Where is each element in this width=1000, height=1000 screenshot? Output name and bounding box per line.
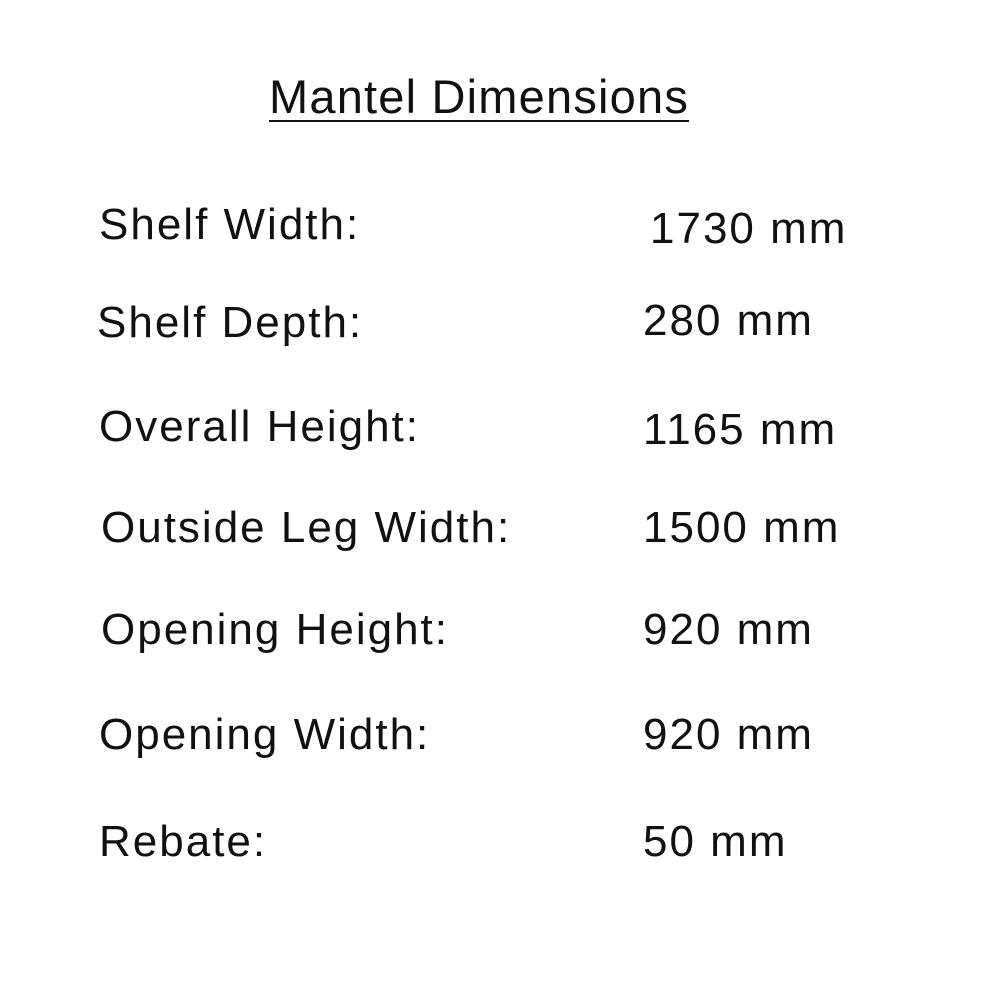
dimension-value: 920 mm: [643, 710, 814, 759]
dimension-label: Opening Width:: [99, 710, 431, 759]
dimension-value: 920 mm: [643, 605, 814, 654]
dimension-value: 1500 mm: [643, 503, 841, 552]
dimension-value: 280 mm: [643, 296, 814, 345]
page-title: Mantel Dimensions: [269, 70, 690, 123]
dimension-value: 1165 mm: [643, 405, 838, 454]
dimension-label: Opening Height:: [101, 605, 449, 654]
dimension-label: Shelf Depth:: [97, 298, 364, 347]
dimension-value: 50 mm: [643, 817, 788, 866]
dimension-label: Rebate:: [99, 817, 268, 866]
dimension-label: Shelf Width:: [99, 200, 361, 249]
dimension-value: 1730 mm: [650, 204, 848, 253]
dimension-label: Overall Height:: [99, 402, 421, 451]
dimension-label: Outside Leg Width:: [101, 503, 512, 552]
